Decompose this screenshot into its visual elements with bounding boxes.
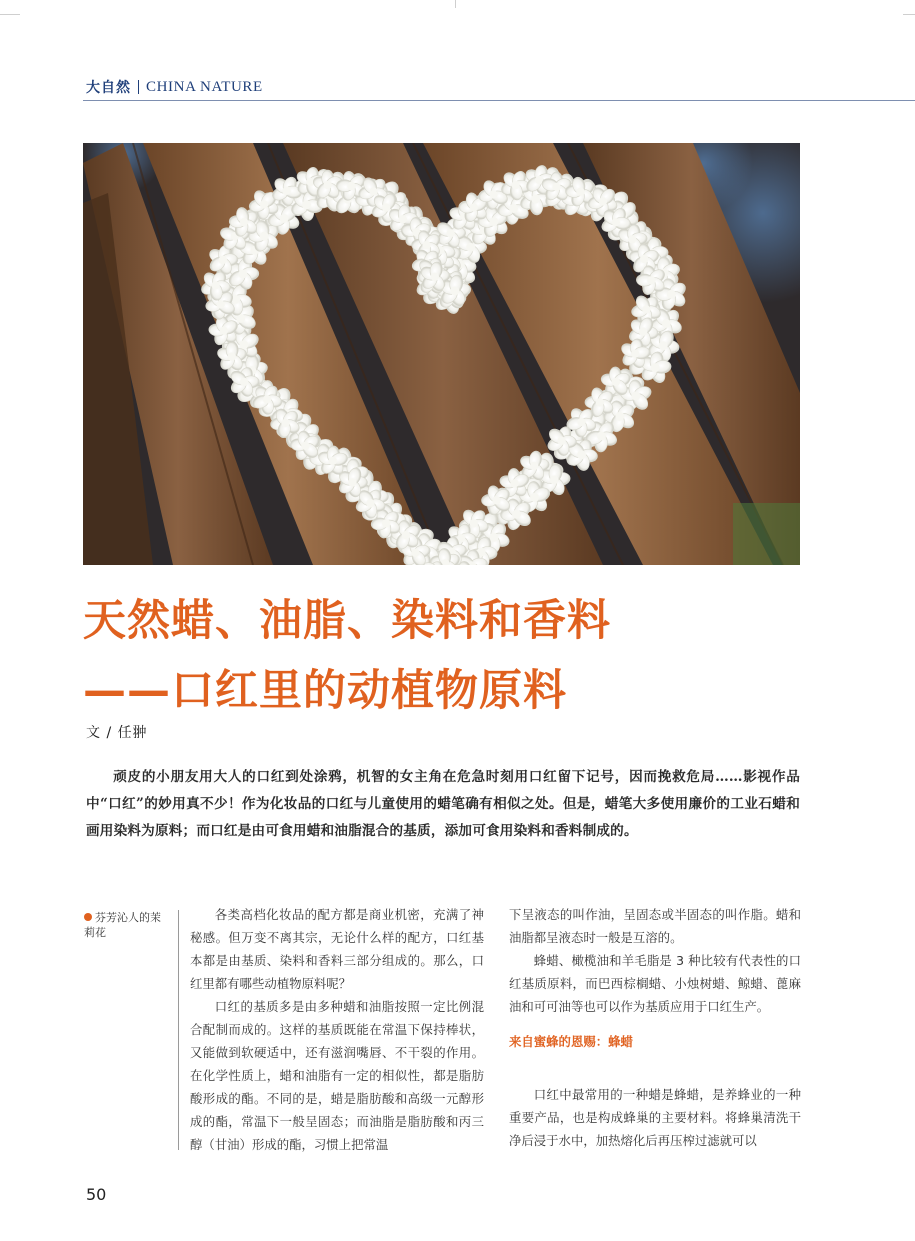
article-title-line2: ——口红里的动植物原料 — [83, 666, 567, 716]
header-separator — [138, 80, 139, 94]
section-header — [86, 76, 263, 98]
body-paragraph: 蜂蜡、橄榄油和羊毛脂是 3 种比较有代表性的口红基质原料，而巴西棕榈蜡、小烛树蜡、鲸蜡、蓖麻油和可可油等也可以作为基质应用于口红生产。 — [509, 953, 801, 1014]
body-column-1 — [190, 903, 484, 1155]
body-paragraph: 口红的基质多是由多种蜡和油脂按照一定比例混合配制而成的。这样的基质既能在常温下保持棒状，又能做到软硬适中，还有滋润嘴唇、不干裂的作用。在化学性质上，蜡和油脂有一定的相似性，都是脂肪酸形成的酯。不同的是，蜡是脂肪酸和高级一元醇形成的酯，常温下一般呈固态；而油脂是脂肪酸和丙三醇（甘油）形成的酯，习惯上把常温 — [190, 999, 484, 1152]
body-paragraph: 各类高档化妆品的配方都是商业机密，充满了神秘感。但万变不离其宗，无论什么样的配方，口红基本都是由基质、染料和香料三部分组成的。那么，口红里都有哪些动植物原料呢？ — [190, 907, 484, 991]
page-number: 50 — [86, 1185, 107, 1204]
body-paragraph: 下呈液态的叫作油，呈固态或半固态的叫作脂。蜡和油脂都呈液态时一般是互溶的。 — [509, 907, 801, 945]
crop-mark — [903, 14, 915, 15]
intro-paragraph: 顽皮的小朋友用大人的口红到处涂鸦，机智的女主角在危急时刻用口红留下记号，因而挽救危局……影视作品中“口红”的妙用真不少！作为化妆品的口红与儿童使用的蜡笔确有相似之处。但是，蜡笔大多使用廉价的工业石蜡和画用染料为原料；而口红是由可食用蜡和油脂混合的基质，添加可食用染料和香料制成的。 — [86, 769, 800, 839]
byline: 文 / 任翀 — [86, 725, 148, 741]
crop-mark — [0, 14, 20, 15]
caption-text: 芬芳沁人的茉莉花 — [84, 911, 161, 939]
crop-mark — [455, 0, 456, 8]
body-column-2 — [509, 903, 801, 1155]
body-paragraph: 口红中最常用的一种蜡是蜂蜡，是养蜂业的一种重要产品，也是构成蜂巢的主要材料。将蜂巢清洗干净后浸于水中，加热熔化后再压榨过滤就可以 — [509, 1087, 801, 1148]
section-subhead: 来自蜜蜂的恩赐：蜂蜡 — [509, 1034, 633, 1049]
caption-bullet-icon — [84, 913, 92, 921]
header-rule — [83, 100, 915, 101]
section-title-zh: 大自然 — [86, 80, 131, 96]
photo-caption — [84, 910, 162, 940]
jasmine-photo — [83, 143, 800, 565]
article-title-line1: 天然蜡、油脂、染料和香料 — [83, 596, 611, 646]
section-title-en: CHINA NATURE — [146, 78, 263, 95]
column-divider — [178, 910, 179, 1150]
photo-illustration — [83, 143, 800, 565]
